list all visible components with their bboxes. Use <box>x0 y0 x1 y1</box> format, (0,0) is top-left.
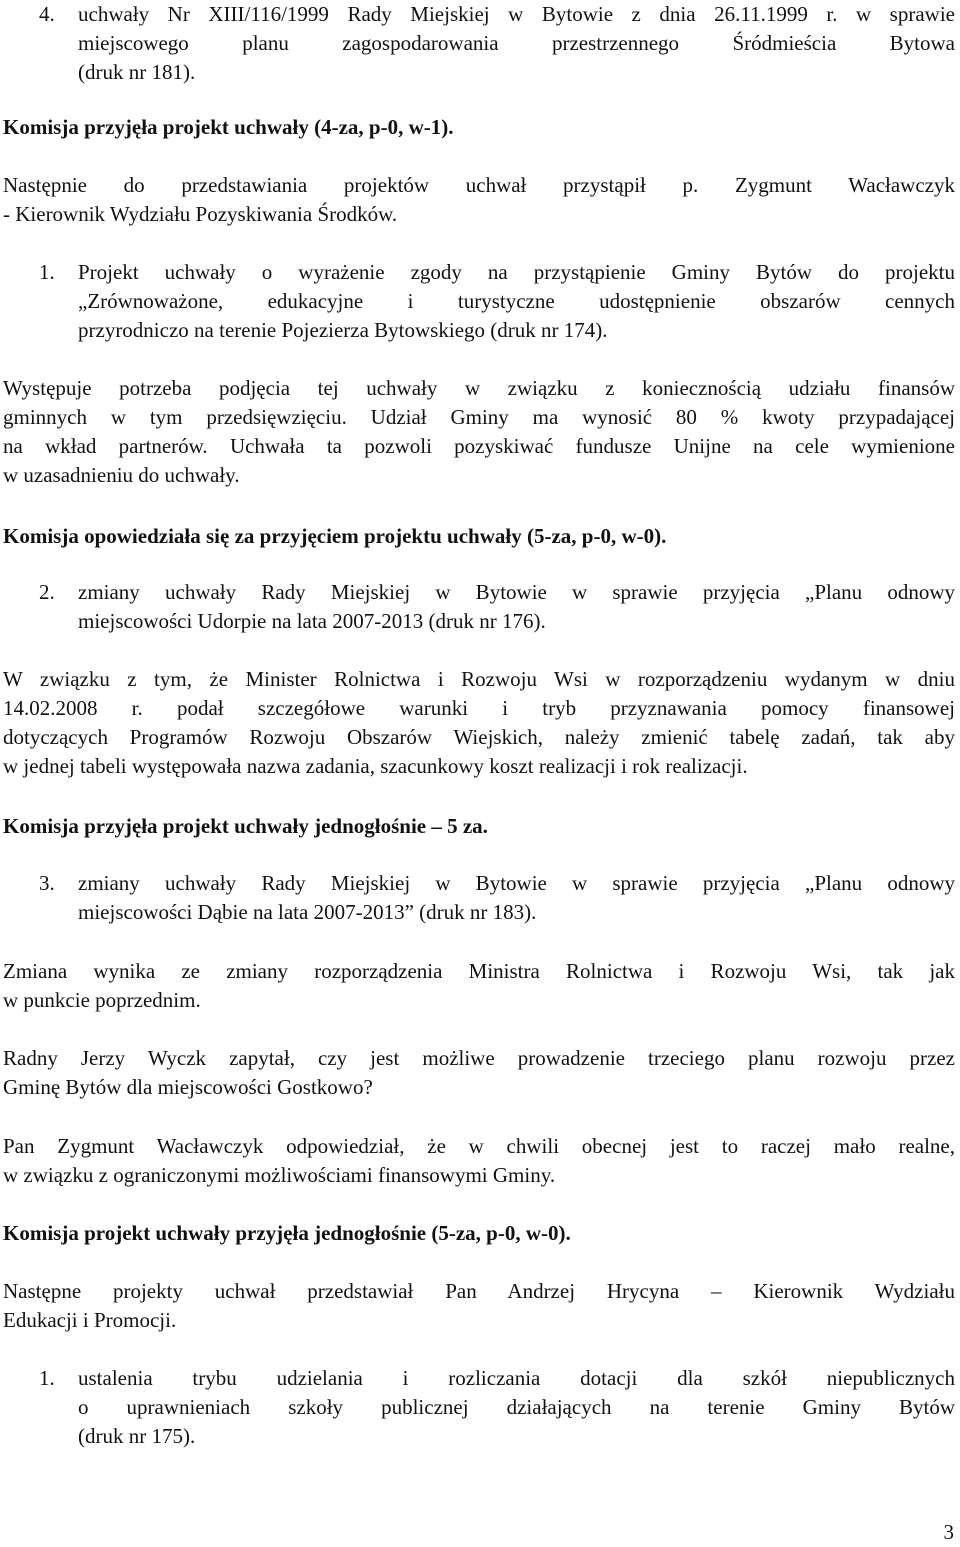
list-item-number: 3. <box>39 871 55 895</box>
text-line: Radny Jerzy Wyczk zapytał, czy jest możliwe prowadzenie trzeciego planu rozwoju przez <box>3 1046 955 1070</box>
list-item-text <box>78 869 955 927</box>
commission-decision: Komisja przyjęła projekt uchwały jednogłośnie – 5 za. <box>3 814 488 838</box>
text-line: (druk nr 181). <box>78 60 196 84</box>
text-line: miejscowości Dąbie na lata 2007-2013” (druk nr 183). <box>78 900 537 924</box>
list-item-number: 2. <box>39 580 55 604</box>
paragraph-answer <box>3 1132 955 1190</box>
list-item-2 <box>3 578 955 636</box>
paragraph-need <box>3 374 955 490</box>
text-line: zmiany uchwały Rady Miejskiej w Bytowie w sprawie przyjęcia „Planu odnowy <box>78 580 955 604</box>
paragraph-question <box>3 1044 955 1102</box>
commission-decision: Komisja opowiedziała się za przyjęciem projektu uchwały (5-za, p-0, w-0). <box>3 524 667 548</box>
text-line: zmiany uchwały Rady Miejskiej w Bytowie w sprawie przyjęcia „Planu odnowy <box>78 871 955 895</box>
text-line: - Kierownik Wydziału Pozyskiwania Środków. <box>3 202 398 226</box>
text-line: uchwały Nr XIII/116/1999 Rady Miejskiej w Bytowie z dnia 26.11.1999 r. w sprawie <box>78 2 955 26</box>
text-line: w punkcie poprzednim. <box>3 988 201 1012</box>
text-line: (druk nr 175). <box>78 1424 196 1448</box>
text-line: ustalenia trybu udzielania i rozliczania dotacji dla szkół niepublicznych <box>78 1366 955 1390</box>
text-line: 14.02.2008 r. podał szczegółowe warunki i tryb przyznawania pomocy finansowej <box>3 696 955 720</box>
list-item-4 <box>3 0 955 87</box>
text-line: dotyczących Programów Rozwoju Obszarów Wiejskich, należy zmienić tabelę zadań, tak aby <box>3 725 955 749</box>
text-line: w uzasadnieniu do uchwały. <box>3 463 240 487</box>
paragraph-intro <box>3 171 955 229</box>
text-line: „Zrównoważone, edukacyjne i turystyczne udostępnienie obszarów cennych <box>78 289 955 313</box>
page-number: 3 <box>943 1520 954 1544</box>
list-item-number: 1. <box>39 260 55 284</box>
text-line: w związku z ograniczonymi możliwościami finansowymi Gminy. <box>3 1163 556 1187</box>
text-line: W związku z tym, że Minister Rolnictwa i Rozwoju Wsi w rozporządzeniu wydanym w dniu <box>3 667 955 691</box>
text-line: miejscowości Udorpie na lata 2007-2013 (druk nr 176). <box>78 609 546 633</box>
paragraph-minister <box>3 665 955 781</box>
list-item-text <box>78 0 955 87</box>
text-line: Pan Zygmunt Wacławczyk odpowiedział, że w chwili obecnej jest to raczej mało realne, <box>3 1134 955 1158</box>
text-line: Zmiana wynika ze zmiany rozporządzenia Ministra Rolnictwa i Rozwoju Wsi, tak jak <box>3 959 955 983</box>
text-line: na wkład partnerów. Uchwała ta pozwoli pozyskiwać fundusze Unijne na cele wymienione <box>3 434 955 458</box>
text-line: miejscowego planu zagospodarowania przestrzennego Śródmieścia Bytowa <box>78 31 955 55</box>
list-item-3 <box>3 869 955 927</box>
text-line: Projekt uchwały o wyrażenie zgody na przystąpienie Gminy Bytów do projektu <box>78 260 955 284</box>
list-item-number: 1. <box>39 1366 55 1390</box>
list-item-number: 4. <box>39 2 55 26</box>
commission-decision: Komisja projekt uchwały przyjęła jednogłośnie (5-za, p-0, w-0). <box>3 1221 571 1245</box>
text-line: Edukacji i Promocji. <box>3 1308 177 1332</box>
text-line: gminnych w tym przedsięwzięciu. Udział Gminy ma wynosić 80 % kwoty przypadającej <box>3 405 955 429</box>
text-line: Gminę Bytów dla miejscowości Gostkowo? <box>3 1075 373 1099</box>
paragraph-next <box>3 1277 955 1335</box>
list-item-1 <box>3 258 955 345</box>
text-line: Występuje potrzeba podjęcia tej uchwały w związku z koniecznością udziału finansów <box>3 376 955 400</box>
commission-decision: Komisja przyjęła projekt uchwały (4-za, p-0, w-1). <box>3 115 454 139</box>
text-line: o uprawnieniach szkoły publicznej działających na terenie Gminy Bytów <box>78 1395 955 1419</box>
paragraph-change <box>3 957 955 1015</box>
text-line: w jednej tabeli występowała nazwa zadania, szacunkowy koszt realizacji i rok realizacji. <box>3 754 748 778</box>
list-item-text <box>78 578 955 636</box>
list-item-1-education <box>3 1364 955 1451</box>
text-line: Następnie do przedstawiania projektów uchwał przystąpił p. Zygmunt Wacławczyk <box>3 173 955 197</box>
list-item-text <box>78 1364 955 1451</box>
list-item-text <box>78 258 955 345</box>
text-line: przyrodniczo na terenie Pojezierza Bytowskiego (druk nr 174). <box>78 318 608 342</box>
text-line: Następne projekty uchwał przedstawiał Pan Andrzej Hrycyna – Kierownik Wydziału <box>3 1279 955 1303</box>
